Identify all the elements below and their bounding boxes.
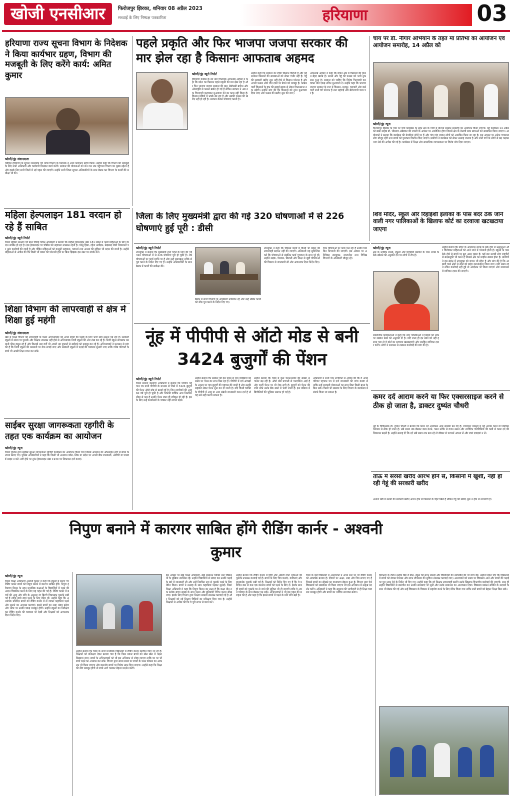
body-reading-3: इस अवसर पर खंड शिक्षा अधिकारी, खंड संसाधन व्यक्ति तथा विद्यालयों के मुखिया उपस्थित रहे। उन्होंने विद्यार्थियों से संवाद कर उनकी पढ़ाई के बारे में जानकारी ली और उन्हें नियमित रूप से पुस्तकें पढ़ने के लिए प्रेरित किया। बच्चों ने उत्साह के साथ कहानियां पढ़कर सुनाईं। जिला शिक्षा अधिकारी ने कहा कि निपुण मिशन का लक्ष्य है कि कक्षा तीन तक प्रत्येक बच्चा समझ के साथ पढ़ना और बुनियादी गणित करना सीख जाए। इसके लिए विभाग द्वारा शिक्षण सामग्री उपलब्ध करवाई गई है और शिक्षकों को नई शिक्षण विधियों का प्रशिक्षण दिया गया है। उन्होंने शिक्षकों से अपील की कि वे पूरी लगन से कार्य करें। (166, 574, 232, 605)
headline-event: चाय पर डॉ. नीगार अभियान के तहत मां प्रतिभा का आयोजन एवं आयोजन समारोह, 14 अप्रैल को (373, 36, 505, 50)
body-cm-3: उपायुक्त ने कहा कि विकास कार्यों में किसी भी प्रकार की लापरवाही बर्दाश्त नहीं की जाएगी। अधिकारी यह सुनिश्चित करें कि घोषणाओं से संबंधित कार्य गुणवत्ता के साथ पूरे हों। उन्होंने सड़क, पेयजल, बिजली और शिक्षा से जुड़ी घोषणाओं की विस्तार से जानकारी ली और आवश्यक दिशा निर्देश दिए। (264, 247, 320, 264)
headline-education: शिक्षा विभाग की लापरवाही से क्षेत्र में शिक्षा हुई महंगी (5, 305, 126, 326)
body-cm-4: जिन घोषणाओं पर कार्य चल रहा है उनकी नियमित निगरानी की जाएगी। इस अवसर पर अतिरिक्त उपायुक्त, नगराधीश तथा विभिन्न विभागों के अधिकारी मौजूद रहे। (323, 247, 367, 261)
byline-aftab: खोजी/नूंह ब्यूरो रिपोर्ट (192, 72, 217, 76)
headline-waist: कमर दर्द आराम करने या फिर एक्सरसाइज करने से ठीक हो जाता है, डाक्टर दुष्यंत चौधरी (373, 393, 504, 411)
photo-event (373, 62, 509, 120)
byline-education: खोजी/नूंह संवाददाता (5, 331, 29, 335)
body-waist: नूंह के चिकित्सक डॉ. दुष्यंत चौधरी ने बताया कि कमर दर्द आजकल आम समस्या बन गई है। ज्यादातर मामलों में यह आराम करने या नियमित व्यायाम से ठीक हो जाता है। लंबे समय तक बैठकर काम करने, गलत तरीके से वजन उठाने और शारीरिक गतिविधियों की कमी से कमर दर्द की शिकायत बढ़ती है। उन्होंने सलाह दी कि दर्द लंबे समय तक बना रहे तो डॉक्टर से परामर्श अवश्य लें और स्वयं दवाइयां न लें। (373, 425, 509, 435)
byline-cm: खोजी/नूंह ब्यूरो रिपोर्ट (136, 246, 161, 250)
body-shiv-2: सामाजिक कार्यकर्ताओं ने कहा कि नगर पालिकाओं ने नियमों को ताक पर रखकर ठेकों को अनुमति दी है। यदि जल्द ही इन ठेकों को नहीं हटाया गया तो वे कोर्ट का दरवाजा खटखटाएंगे और जनहित याचिका दायर करेंगे। लोगों ने प्रशासन से तत्काल कार्रवाई की मांग की है। (373, 334, 439, 348)
photo-aftab (136, 72, 188, 130)
headline-tau: ताऊ में सरसों खरीद आरंभ होने से, किसानों में खुशी, नहीं हो रही गेहूं की सरकारी खरीद (373, 474, 503, 488)
body-pension-4: अधिकारी ने सभी पात्र नागरिकों से अपील की कि वे अपने परिवार पहचान पत्र में दर्ज जानकारी की जांच करवा लें ताकि उन्हें सरकारी योजनाओं का लाभ बिना किसी बाधा के मिल सके। किसी भी समस्या के लिए विभाग के कार्यालय में संपर्क किया जा सकता है। (313, 377, 368, 394)
body-tau: अनाज मंडी में सरसों की सरकारी खरीद आरंभ होने से किसानों के चेहरे खिले हैं लेकिन गेहूं की खरीद शुरू न होने से नाराजगी है। (373, 498, 492, 501)
body-education: खंड में शिक्षा विभाग की लापरवाही के चलते अभिभावकों को अपने बच्चों की पढ़ाई के लिए भारी खर्च उठाना पड़ रहा है। सरकारी स्कूलों में समय पर पुस्तकें और शिक्षक उपलब्ध नहीं होने से अभिभावक निजी स्कूलों की ओर रुख कर रहे हैं। निजी स्कूल संचालक मनमानी फीस वसूल रहे हैं और किताबें तथा वर्दी भी अपनी तय दुकानों से खरीदने को मजबूर कर रहे हैं। अभिभावकों ने प्रशासन से मांग की है कि निजी स्कूलों की मनमानी पर रोक लगाई जाए और सरकारी स्कूलों में पढ़ाई की व्यवस्था सुधारी जाए ताकि गरीब परिवारों के बच्चे भी अच्छी शिक्षा प्राप्त कर सकें। (5, 336, 129, 353)
headline-info-dept: हरियाणा राज्य सूचना विभाग के निदेशक ने किया कार्यभार ग्रहण, विभाग की मजबूती के लिए करेंगे कार्य: अमित कुमार (5, 38, 128, 80)
body-pension-1: जिला समाज कल्याण अधिकारी ने बताया कि परिवार पहचान पत्र यानी पीपीपी के माध्यम से जिले में 3424 बुजुर्गों की पेंशन ऑटो मोड से बनाई गई है। जिन नागरिकों की आयु 60 वर्ष पूरी हो चुकी है और जिनकी वार्षिक आय निर्धारित सीमा से कम है उनकी पेंशन स्वतः ही स्वीकृत हो रही है। इसके लिए उन्हें कार्यालयों के चक्कर नहीं लगाने पड़ते। (136, 382, 192, 403)
masthead-logo-box (4, 3, 112, 25)
photo-reading-students (379, 706, 509, 795)
photo-cm-meeting (195, 247, 261, 295)
body-reading-1: जिला शिक्षा अधिकारी अश्वनी कुमार ने कहा कि स्कूलों में बनाए गए रीडिंग कार्नर बच्चों को निपुण बनाने में कारगर साबित होंगे। निपुण हरियाणा मिशन के तहत प्राथमिक कक्षाओं के विद्यार्थियों में पढ़ने की आदत विकसित करने के लिए यह पहल की गई है। रीडिंग कार्नर में बच्चों की आयु और रुचि के अनुसार रंग बिरंगी चित्रात्मक पुस्तकें रखी गई हैं ताकि बच्चे स्वयं पढ़ने के लिए प्रेरित हों। उन्होंने कहा कि अध्यापक प्रतिदिन बच्चों को रीडिंग कार्नर में ले जाकर कहानियां पढ़ने और सुनाने का अभ्यास करवाएं। इससे बच्चों का शब्द भंडार बढ़ेगा और भाषा पर उनकी पकड़ मजबूत होगी। उन्होंने स्कूलों का निरीक्षण कर रीडिंग कार्नर की व्यवस्था भी देखी और शिक्षकों को आवश्यक दिशा निर्देश दिए। (5, 580, 69, 618)
body-pension-3: उन्होंने बताया कि जिले में कुल पेंशनधारकों की संख्या लगातार बढ़ रही है। ऑटो मोड प्रणाली से पारदर्शिता आई है और फर्जी पेंशन पर भी रोक लगी है। बुजुर्गों को पेंशन की राशि सीधे उनके बैंक खाते में भेजी जाती है। इस प्रक्रिया में बिचौलियों की भूमिका समाप्त हो गई है। (254, 377, 310, 394)
masthead-subline: सच्चाई के लिए निष्पक्ष पत्रकारिता (118, 15, 167, 20)
body-reading-5: जिले के कई विद्यालयों में अध्यापकों ने अपने स्तर पर भी रीडिंग कार्नर को आकर्षक बनाया है। दीवारों पर अक्षर, शब्द और चित्र लगाए गए हैं जिससे बच्चों का सीखने का वातावरण बेहतर हुआ है। विभाग द्वारा ऐसे विद्यालयों को सम्मानित भी किया जाएगा जो इस अभियान में उत्कृष्ट प्रदर्शन करेंगे। अधिकारी ने कहा कि समुदाय की भागीदारी से ही शिक्षा व्यवस्था मजबूत होगी और बच्चों का भविष्य उज्ज्वल बनेगा। (306, 574, 372, 595)
body-info-dept: चंडीगढ़ हरियाणा के सूचना जनसंपर्क एवं भाषा विभाग के निदेशक ने आज कार्यभार ग्रहण किया। उन्होंने कहा कि विभाग की मजबूती के लिए सभी अधिकारी और कर्मचारी मिलकर कार्य करेंगे। सरकार की योजनाओं को जन जन तक पहुंचाना विभाग का मुख्य उद्देश्य है और इसके लिए सभी जिलों में नई पहल की जाएगी। उन्होंने सभी जिला सूचना अधिकारियों के साथ बैठक कर विभाग के कार्यों की समीक्षा भी की। (5, 162, 129, 176)
headline-pension: नूंह में पीपीपी से ऑटो मोड से बनी 3424 बुजुर्गों की पेंशन (145, 327, 359, 370)
body-pension-2: उन्होंने बताया कि सरकार की इस पहल से पात्र व्यक्तियों को समय पर पेंशन का लाभ मिल रहा है। पीपीपी में दर्ज आंकड़ों के आधार पर पात्र बुजुर्गों की पहचान की जाती है और उनकी सहमति लेकर पेंशन शुरू कर दी जाती है। यदि किसी व्यक्ति के पीपीपी में आयु या आय संबंधी जानकारी गलत दर्ज है तो वह उसे सही करवा सकता है। (195, 377, 251, 398)
byline-shiv: खोजी/नूंह न्यूज (373, 246, 391, 250)
headline-cyber: साईबर सुरक्षा जागरूकता रहगीरी के तहत एक कार्यक्रम का आयोजन (5, 420, 114, 441)
byline-cyber: खोजी/नूंह न्यूज (5, 446, 23, 450)
body-reading-2: उन्होंने बताया कि जिले के सभी प्राथमिक विद्यालयों में रीडिंग कार्नर स्थापित किए जा रहे हैं। शिक्षकों को प्रशिक्षण देकर बताया गया है कि किस प्रकार बच्चों को खेल खेल में पढ़ना सिखाया जाए। बच्चों के अभिभावकों को भी इस अभियान से जोड़ा जाएगा ताकि घर पर भी बच्चे पढ़ने का अभ्यास कर सकें। विभाग द्वारा समय समय पर बच्चों के पठन कौशल का आकलन भी किया जाएगा और कमजोर बच्चों पर विशेष ध्यान दिया जाएगा। उन्होंने कहा कि शिक्षा की नींव मजबूत होगी तो बच्चे आगे चलकर बेहतर प्रदर्शन करेंगे। (76, 650, 162, 671)
masthead-logo: खोजी एनसीआर (10, 4, 106, 23)
byline-reading: खोजी/नूंह न्यूज (5, 574, 23, 578)
masthead-dateline: फिरोजपुर झिरका, शनिवार 08 अप्रैल 2023 (118, 6, 203, 12)
byline-pension: खोजी/नूंह ब्यूरो रिपोर्ट (136, 377, 161, 381)
byline-helpline: खोजी/नूंह ब्यूरो रिपोर्ट (5, 236, 30, 240)
byline-event: खोजी/नूंह न्यूज (373, 122, 391, 126)
photo-reading-class (76, 574, 162, 646)
body-shiv-3: उन्होंने बताया कि मंदिर के आसपास शराब के ठेके होने से श्रद्धालुओं और विशेषकर महिलाओं को आने जाने में परेशानी होती है। स्कूलों के पास ठेके होने से बच्चों पर बुरा असर पड़ता है। कई बार शराबी लोग राहगीरों से बदसलूकी भी करते हैं जिससे क्षेत्र का माहौल खराब होता है। ग्रामीणों ने इस संबंध में उपायुक्त को ज्ञापन भी सौंपा है और मांग की है कि आबादी वाले क्षेत्रों से ठेकों को बाहर स्थानांतरित किया जाए। यदि समय रहते उचित कार्रवाई नहीं हुई तो आंदोलन भी किया जाएगा और न्यायालय में याचिका दायर की जाएगी। (442, 246, 509, 273)
body-aftab-1: हरियाणा कांग्रेस के उप नेता विधायक आफताब अहमद ने कहा कि प्रदेश का किसान पहले प्रकृति की मार झेल रहा है और फिर भाजपा जजपा सरकार की मार। बेमौसमी बारिश और ओलावृष्टि से फसलें बर्बाद हो गई हैं लेकिन सरकार ने अब तक गिरदावरी करवाकर मुआवजा देने का काम नहीं किया है। किसान मंडियों में धक्के खा रहा है और उसकी फसल की खरीद नहीं हो रही है। सरकार केवल घोषणाएं करती है। (192, 78, 248, 102)
section-title: हरियाणा (322, 6, 368, 24)
page-number: 03 (476, 2, 508, 27)
body-cm-2: बैठक में सभी विभागों के अधिकारी उपस्थित रहे और उन्हें लंबित कार्यों को शीघ्र पूरा करने के निर्देश दिए गए। (195, 298, 261, 305)
body-shiv-1: क्षेत्र के धार्मिक स्थलों, स्कूलों और रिहाईशी इलाकों के पास शराब के ठेके खोलने की अनुमति देने पर लोगों में रोष है। (373, 251, 439, 258)
body-aftab-3: आफताब अहमद ने कहा कि मेवात क्षेत्र में किसानों की हालत बेहद खराब है। सरसों और गेहूं की फसल को भारी नुकसान हुआ है। सरकार को चाहिए कि विशेष गिरदावरी करवाकर प्रति एकड़ उचित मुआवजा दे। उन्होंने कहा कि भाजपा जजपा सरकार के राज में किसान, मजदूर, व्यापारी और कर्मचारी सभी वर्ग परेशान हैं तथा महंगाई और बेरोजगारी चरम पर है। (310, 72, 366, 96)
body-reading-6: निरीक्षण के दौरान उन्होंने मिड डे मील, स्कूल की साफ सफाई और विद्यार्थियों की उपस्थिति की भी जांच की। उन्होंने निर्देश दिए कि विद्यालयों में बच्चों को स्वच्छ पेयजल और साफ शौचालय की सुविधा उपलब्ध करवाई जाए। अध्यापकों को समय पर विद्यालय आने और बच्चों की पढ़ाई पर पूरा ध्यान देने के निर्देश भी दिए गए। उन्होंने कहा कि जो शिक्षक लापरवाही बरतेंगे उनके खिलाफ विभागीय कार्रवाई की जाएगी। साथ ही उन्होंने विद्यार्थियों से बातचीत कर उनकी समस्याएं भी सुनीं और उनके समाधान का आश्वासन दिया। विद्यालय प्रबंधन समिति के सदस्यों के साथ भी बैठक की गई और उन्हें विद्यालय के विकास में सहयोग करने के लिए प्रेरित किया गया ताकि सभी बच्चों को बेहतर शिक्षा मिल सके। (379, 574, 509, 591)
body-helpline: जिला महिला संरक्षण एवं बाल विवाह निषेध अधिकारी ने बताया कि महिला हेल्पलाइन नंबर 181 संकट में फंसी महिलाओं के लिए वरदान साबित हो रहा है। इस हेल्पलाइन पर चौबीस घंटे सहायता उपलब्ध रहती है। घरेलू हिंसा, दहेज उत्पीड़न, छेड़छाड़ जैसी शिकायतों पर तुरंत कार्रवाई की जाती है और पीड़ित महिलाओं को कानूनी सहायता, परामर्श तथा आश्रय की सुविधा भी प्रदान की जाती है। उन्होंने महिलाओं से अपील की कि किसी भी प्रकार की परेशानी होने पर बिना झिझक इस नंबर पर संपर्क करें। (5, 241, 129, 255)
body-cyber: जिला पुलिस द्वारा साईबर सुरक्षा जागरूकता रहगीरी कार्यक्रम का आयोजन किया गया जिसमें आमजन को ऑनलाइन ठगी से बचने के उपाय बताए गए। पुलिस अधिकारियों ने कहा कि किसी भी अनजान कॉल, लिंक या संदेश पर अपनी बैंक जानकारी, ओटीपी या पासवर्ड साझा न करें। ठगी होने पर तुरंत हेल्पलाइन नंबर 1930 पर शिकायत दर्ज कराएं। (5, 451, 129, 461)
masthead (0, 0, 512, 38)
headline-shiv: शिव मंदिर, स्कूल और रिहाईशी इलाकों के पास बंदर ठेके जाने वाली नगर पालिकाओं के खिलाफ कोर्ट का दरवाजा खटखटाया जाएगा (373, 212, 504, 233)
headline-aftab (136, 36, 364, 68)
headline-cm: जिला के लिए मुख्यमंत्री द्वारा की गई 320 घोषणाओं में से 226 घोषणाएं हुई पूरी : डीसी (136, 212, 345, 234)
masthead-rule (2, 30, 510, 32)
headline-aftab-text: पहले प्रकृति और फिर भाजपा जजपा सरकार की मार झेल रहा है किसानः आफताब अहमद (136, 36, 348, 65)
photo-shiv-portrait (373, 271, 439, 331)
photo-info-dept (5, 97, 129, 155)
body-aftab-2: उन्होंने कहा कि सरकार का रवैया किसान विरोधी है और यह सरकार किसानों की समस्याओं को लेकर गंभीर नहीं है। गेहूं की सरकारी खरीद शुरू नहीं होने से किसान परेशान है और अपनी फसल औने पौने दामों पर बेचने को मजबूर है। कांग्रेस पार्टी किसानों के हक की लड़ाई सड़क से लेकर विधानसभा तक लड़ेगी। उन्होंने मांग की कि किसानों को तुरंत मुआवजा दिया जाए और फसल की खरीद शुरू की जाए। (251, 72, 307, 96)
body-reading-4: उन्होंने बताया कि रीडिंग कार्नर में हिंदी और अंग्रेजी दोनों भाषाओं की पुस्तकें उपलब्ध करवाई गई हैं। बच्चों के लिए चित्र कथाएं, कविताएं और ज्ञानवर्धक पुस्तकें रखी गई हैं। शिक्षकों को निर्देश दिए गए हैं कि वे प्रतिदिन कम से कम एक कालांश बच्चों को पढ़ने के लिए दें। इसके साथ ही बच्चों को पुस्तकें घर ले जाने की सुविधा भी दी जाएगी ताकि वे अपने परिवार के साथ बैठकर पढ़ सकें। अभिभावकों ने भी इस पहल की सराहना की है और कहा है कि इससे बच्चों में पढ़ने के प्रति रुचि बढ़ी है। (236, 574, 302, 598)
headline-helpline: महिला हेल्पलाइन 181 वरदान हो रहे हैं साबित (5, 210, 122, 233)
byline-info-dept: खोजी/नूंह संवाददाता (5, 157, 29, 161)
headline-reading: निपुण बनाने में कारगर साबित होंगे रीडिंग कार्नर - अश्वनी कुमार (69, 520, 383, 561)
body-event: फिरोजपुर झिरका के चाय पर चर्चा कार्यक्रम के तहत क्षेत्र के गांवों में प्रतिभा सम्मान समारोह का आयोजन किया जाएगा। यह कार्यक्रम 14 अप्रैल को बाबा साहेब डॉ. भीमराव अंबेडकर की जयंती के अवसर पर आयोजित होगा जिसमें क्षेत्र के मेधावी छात्र छात्राओं को सम्मानित किया जाएगा। आयोजकों ने बताया कि कार्यक्रम की तैयारियां जोरों पर हैं और गांव गांव जाकर लोगों को आमंत्रित किया जा रहा है। इस अवसर पर अनेक गणमान्य लोग मौजूद रहेंगे तथा बच्चों को पुरस्कार वितरित किए जाएंगे। ग्रामीणों ने कार्यक्रम को लेकर उत्साह जताया है और सभी वर्गों के लोगों से बढ़ चढ़कर भाग लेने की अपील की गई है। कार्यक्रम में शिक्षा और सामाजिक जागरूकता पर विशेष जोर दिया जाएगा। (373, 127, 509, 144)
body-cm-1: उपायुक्त ने बताया कि मुख्यमंत्री द्वारा जिले के लिए की गई 320 घोषणाओं में से 226 घोषणाएं पूरी हो चुकी हैं। शेष घोषणाओं पर कार्य प्रगति पर है और उन्हें समयबद्ध तरीके से पूरा करने के निर्देश दिए गए हैं। उन्होंने अधिकारियों के साथ बैठक में कार्यों की समीक्षा की। (136, 251, 192, 268)
